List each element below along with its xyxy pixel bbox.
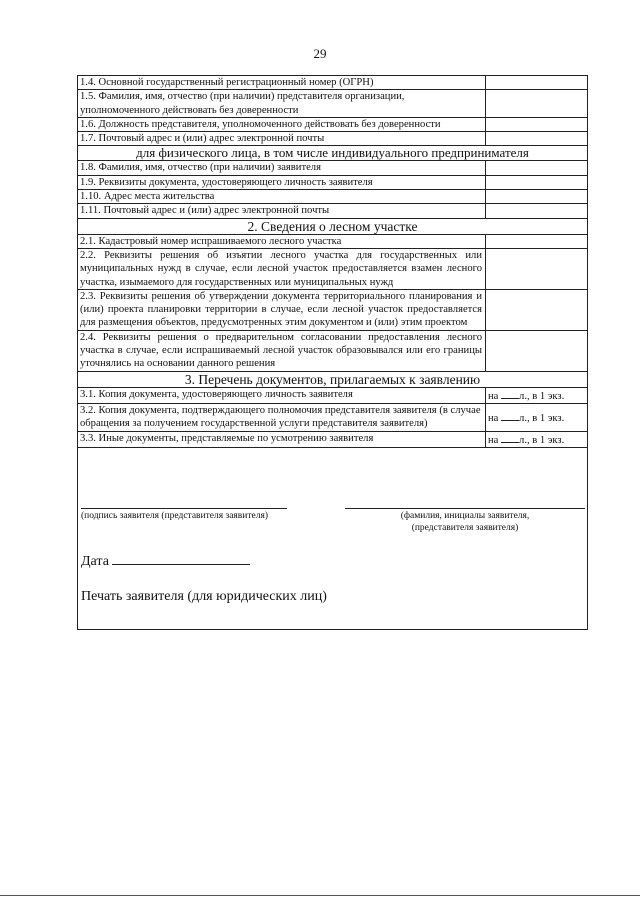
- count-suffix: л., в 1 экз.: [519, 390, 565, 402]
- date-field: [81, 550, 250, 568]
- table-row: [78, 175, 588, 189]
- sheet-count-cell[interactable]: [486, 387, 588, 403]
- table-row: [78, 132, 588, 146]
- row-label-2-4: 2.4. Реквизиты решения о предварительном согласовании предоставления лесного участка в случае, если испрашиваемый лесной участок образовывался или его границы уточнялись на основании данного решения: [78, 330, 486, 371]
- count-prefix: на: [488, 412, 499, 424]
- value-cell-2-4[interactable]: [486, 330, 588, 371]
- table-row: [78, 204, 588, 218]
- row-label-3-2: 3.2. Копия документа, подтверждающего полномочия представителя заявителя (в случае обращения за получением государственной услуги представителя заявителя): [78, 403, 486, 431]
- row-label-1-9: 1.9. Реквизиты документа, удостоверяющего личность заявителя: [78, 175, 486, 189]
- sheet-count-blank[interactable]: [501, 388, 519, 399]
- row-label-2-2: 2.2. Реквизиты решения об изъятии лесного участка для государственных или муниципальных нужд в случае, если лесной участок предоставляется взамен лесного участка, изымаемого для государственных или муниципальных нужд: [78, 248, 486, 289]
- row-label-3-1: 3.1. Копия документа, удостоверяющего личность заявителя: [78, 387, 486, 403]
- table-row: [78, 90, 588, 118]
- row-label-2-1: 2.1. Кадастровый номер испрашиваемого лесного участка: [78, 234, 486, 248]
- table-row: [78, 289, 588, 330]
- count-suffix: л., в 1 экз.: [519, 434, 565, 446]
- row-label-1-11: 1.11. Почтовый адрес и (или) адрес электронной почты: [78, 204, 486, 218]
- row-label-3-3: 3.3. Иные документы, представляемые по усмотрению заявителя: [78, 431, 486, 447]
- name-caption-text: (фамилия, инициалы заявителя, (представителя заявителя): [400, 510, 530, 533]
- section-3-header-row: [78, 371, 588, 387]
- section-3-title: 3. Перечень документов, прилагаемых к заявлению: [78, 371, 588, 387]
- value-cell-1-4[interactable]: [486, 76, 588, 90]
- table-row: [78, 387, 588, 403]
- application-form-table: [77, 75, 588, 630]
- signature-caption: (подпись заявителя (представителя заявителя): [81, 510, 269, 521]
- sheet-count-cell[interactable]: [486, 431, 588, 447]
- seal-label: Печать заявителя (для юридических лиц): [81, 588, 327, 604]
- row-label-1-5: 1.5. Фамилия, имя, отчество (при наличии) представителя организации, уполномоченного действовать без доверенности: [78, 90, 486, 118]
- individual-subheader: для физического лица, в том числе индивидуального предпринимателя: [78, 146, 588, 161]
- count-prefix: на: [488, 434, 499, 446]
- value-cell-1-11[interactable]: [486, 204, 588, 218]
- sheet-count-blank[interactable]: [501, 432, 519, 443]
- value-cell-1-6[interactable]: [486, 117, 588, 131]
- signature-line[interactable]: [81, 508, 287, 509]
- value-cell-2-2[interactable]: [486, 248, 588, 289]
- row-label-1-8: 1.8. Фамилия, имя, отчество (при наличии) заявителя: [78, 161, 486, 175]
- count-prefix: на: [488, 390, 499, 402]
- value-cell-2-1[interactable]: [486, 234, 588, 248]
- value-cell-2-3[interactable]: [486, 289, 588, 330]
- table-row: [78, 76, 588, 90]
- value-cell-1-10[interactable]: [486, 190, 588, 204]
- date-label: Дата: [81, 553, 109, 569]
- count-suffix: л., в 1 экз.: [519, 412, 565, 424]
- sheet-count-blank[interactable]: [501, 410, 519, 421]
- name-line[interactable]: [345, 508, 585, 509]
- table-row: [78, 431, 588, 447]
- table-row: [78, 248, 588, 289]
- section-2-title: 2. Сведения о лесном участке: [78, 218, 588, 234]
- table-row: [78, 234, 588, 248]
- table-row: [78, 161, 588, 175]
- signature-block: [78, 447, 588, 629]
- row-label-1-4: 1.4. Основной государственный регистрационный номер (ОГРН): [78, 76, 486, 90]
- row-label-1-10: 1.10. Адрес места жительства: [78, 190, 486, 204]
- page-bottom-rule: [0, 895, 640, 896]
- date-blank[interactable]: [112, 550, 250, 565]
- name-caption: [345, 510, 585, 534]
- page-number: 29: [313, 46, 327, 61]
- sheet-count-cell[interactable]: [486, 403, 588, 431]
- row-label-1-7: 1.7. Почтовый адрес и (или) адрес электронной почты: [78, 132, 486, 146]
- row-label-2-3: 2.3. Реквизиты решения об утверждении документа территориального планирования и (или) проекта планировки территории в случае, если лесной участок предоставляется для размещения объектов, предусмотренных этим документом и (или) этим проектом: [78, 289, 486, 330]
- value-cell-1-8[interactable]: [486, 161, 588, 175]
- value-cell-1-7[interactable]: [486, 132, 588, 146]
- row-label-1-6: 1.6. Должность представителя, уполномоченного действовать без доверенности: [78, 117, 486, 131]
- individual-subheader-row: [78, 146, 588, 161]
- table-row: [78, 330, 588, 371]
- signature-block-row: [78, 447, 588, 629]
- value-cell-1-9[interactable]: [486, 175, 588, 189]
- table-row: [78, 190, 588, 204]
- table-row: [78, 117, 588, 131]
- value-cell-1-5[interactable]: [486, 90, 588, 118]
- section-2-header-row: [78, 218, 588, 234]
- table-row: [78, 403, 588, 431]
